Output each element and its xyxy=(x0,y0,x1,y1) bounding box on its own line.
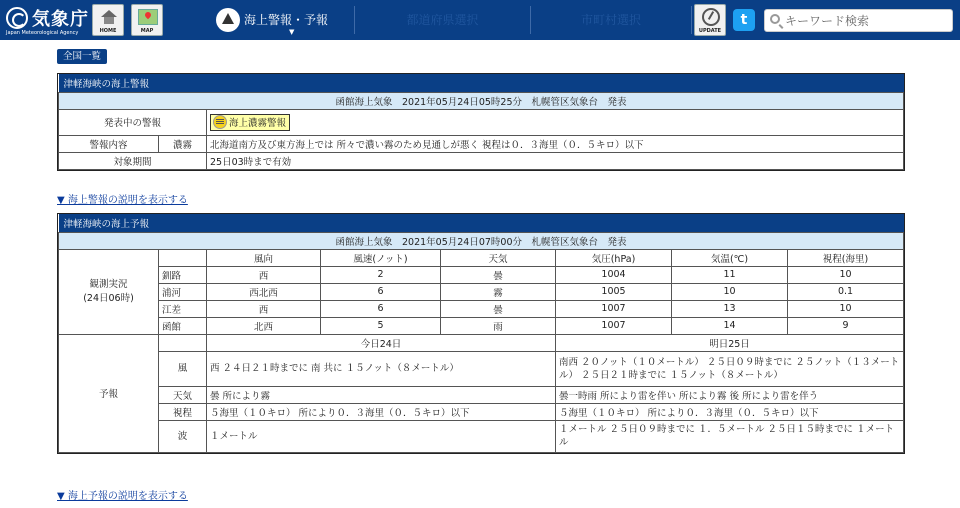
table-row xyxy=(59,351,904,386)
observation-label: 観測実況 xyxy=(89,278,128,290)
tab-prefecture-select[interactable]: 都道府県選択 xyxy=(406,13,479,27)
obs-wind-speed: 2 xyxy=(321,266,441,283)
obs-weather: 雨 xyxy=(441,317,556,334)
chevron-down-icon: ▼ xyxy=(289,28,295,36)
fc-day1-value: １メートル xyxy=(207,420,556,452)
forecast-panel xyxy=(57,213,905,454)
obs-header: 風速(ノット) xyxy=(321,249,441,266)
obs-pressure: 1004 xyxy=(556,266,672,283)
obs-temp: 14 xyxy=(672,317,788,334)
obs-visibility: 0.1 xyxy=(788,283,904,300)
logo-subtitle: Japan Meteorological Agency xyxy=(6,30,79,36)
obs-wind-dir: 西 xyxy=(207,266,321,283)
home-button[interactable] xyxy=(92,4,124,36)
obs-wind-dir: 西北西 xyxy=(207,283,321,300)
obs-temp: 10 xyxy=(672,283,788,300)
table-row xyxy=(59,420,904,452)
all-list-button[interactable]: 全国一覧 xyxy=(57,49,107,64)
badge-label: 海上濃霧警報 xyxy=(229,118,287,129)
fc-day1-value: 曇 所により霧 xyxy=(207,386,556,403)
fc-header-blank xyxy=(159,334,207,351)
table-row xyxy=(59,300,904,317)
warning-title: 津軽海峡の海上警報 xyxy=(59,74,904,92)
map-button-label: MAP xyxy=(140,28,154,34)
fc-day1-value: 西 ２４日２１時までに 南 共に １５ノット（８メートル） xyxy=(207,351,556,386)
forecast-issuer: 函館海上気象 2021年05月24日07時00分 札幌管区気象台 発表 xyxy=(59,232,904,249)
fc-day2-value: 南西 ２０ノット（１０メートル） ２５日０９時までに ２５ノット（１３メートル） ２５日２１時までに １５ノット（８メートル） xyxy=(556,351,904,386)
observation-label-cell xyxy=(59,249,159,334)
forecast-label: 予報 xyxy=(59,334,159,452)
obs-header: 気圧(hPa) xyxy=(556,249,672,266)
period-label: 対象期間 xyxy=(59,152,207,169)
tab-marine-warnings[interactable] xyxy=(206,0,354,40)
table-row xyxy=(59,386,904,403)
warning-content-type: 濃霧 xyxy=(159,135,207,152)
dense-fog-warning-badge[interactable] xyxy=(210,114,290,131)
observation-time: (24日06時) xyxy=(83,292,134,304)
fc-day2-value: １メートル ２５日０９時までに １．５メートル ２５日１５時までに １メートル xyxy=(556,420,904,452)
obs-pressure: 1007 xyxy=(556,317,672,334)
obs-wind-dir: 西 xyxy=(207,300,321,317)
fc-item: 波 xyxy=(159,420,207,452)
obs-pressure: 1007 xyxy=(556,300,672,317)
marine-warning-icon xyxy=(216,8,240,32)
search-box xyxy=(764,9,953,32)
update-icon xyxy=(702,8,720,26)
obs-header-blank xyxy=(159,249,207,266)
obs-header: 気温(℃) xyxy=(672,249,788,266)
obs-weather: 曇 xyxy=(441,300,556,317)
update-button-label: UPDATE xyxy=(698,28,722,34)
period-text: 25日03時まで有効 xyxy=(207,152,904,169)
warning-content-label: 警報内容 xyxy=(59,135,159,152)
table-row xyxy=(59,403,904,420)
obs-place: 釧路 xyxy=(159,266,207,283)
home-button-label: HOME xyxy=(99,28,117,34)
map-button[interactable] xyxy=(131,4,163,36)
obs-wind-speed: 5 xyxy=(321,317,441,334)
update-button[interactable] xyxy=(694,4,726,36)
obs-header: 風向 xyxy=(207,249,321,266)
fc-item: 天気 xyxy=(159,386,207,403)
active-warning-label: 発表中の警報 xyxy=(59,109,207,135)
fc-day1-value: ５海里（１０キロ） 所により０．３海里（０．５キロ）以下 xyxy=(207,403,556,420)
jma-logo-icon xyxy=(6,7,28,29)
obs-weather: 曇 xyxy=(441,266,556,283)
obs-wind-speed: 6 xyxy=(321,300,441,317)
tab-municipality-select[interactable]: 市町村選択 xyxy=(580,13,641,27)
obs-visibility: 10 xyxy=(788,300,904,317)
obs-temp: 13 xyxy=(672,300,788,317)
warning-panel xyxy=(57,73,905,171)
warning-issuer: 函館海上気象 2021年05月24日05時25分 札幌管区気象台 発表 xyxy=(59,92,904,109)
forecast-title: 津軽海峡の海上予報 xyxy=(59,214,904,232)
jma-logo[interactable] xyxy=(4,3,90,37)
table-row xyxy=(59,317,904,334)
obs-header: 視程(海里) xyxy=(788,249,904,266)
obs-weather: 霧 xyxy=(441,283,556,300)
fc-day1-header: 今日24日 xyxy=(207,334,556,351)
search-input[interactable] xyxy=(785,12,945,29)
forecast-table xyxy=(58,214,904,453)
search-icon xyxy=(770,14,780,24)
logo-title: 気象庁 xyxy=(32,9,89,30)
map-icon xyxy=(138,9,158,25)
obs-visibility: 9 xyxy=(788,317,904,334)
obs-place: 函館 xyxy=(159,317,207,334)
home-icon xyxy=(101,10,117,24)
obs-temp: 11 xyxy=(672,266,788,283)
fc-day2-value: ５海里（１０キロ） 所により０．３海里（０．５キロ）以下 xyxy=(556,403,904,420)
obs-wind-dir: 北西 xyxy=(207,317,321,334)
header-bar xyxy=(0,0,960,40)
forecast-explanation-link[interactable]: ▼ 海上予報の説明を表示する xyxy=(57,491,188,502)
fc-item: 視程 xyxy=(159,403,207,420)
obs-visibility: 10 xyxy=(788,266,904,283)
warning-table xyxy=(58,74,904,170)
active-warning-cell xyxy=(207,109,904,135)
fog-icon xyxy=(213,115,227,129)
obs-place: 浦河 xyxy=(159,283,207,300)
warning-content-text: 北海道南方及び東方海上では 所々で濃い霧のため見通しが悪く 視程は０．３海里（０．５キロ）以下 xyxy=(207,135,904,152)
obs-wind-speed: 6 xyxy=(321,283,441,300)
table-row xyxy=(59,266,904,283)
table-row xyxy=(59,283,904,300)
obs-pressure: 1005 xyxy=(556,283,672,300)
twitter-icon[interactable]: t xyxy=(733,9,755,31)
fc-day2-value: 曇一時雨 所により雷を伴い 所により霧 後 所により雷を伴う xyxy=(556,386,904,403)
warning-explanation-link[interactable]: ▼ 海上警報の説明を表示する xyxy=(57,195,188,206)
tab-label: 海上警報・予報 xyxy=(244,13,329,27)
obs-place: 江差 xyxy=(159,300,207,317)
fc-day2-header: 明日25日 xyxy=(556,334,904,351)
fc-item: 風 xyxy=(159,351,207,386)
obs-header: 天気 xyxy=(441,249,556,266)
tab-divider xyxy=(691,6,692,34)
